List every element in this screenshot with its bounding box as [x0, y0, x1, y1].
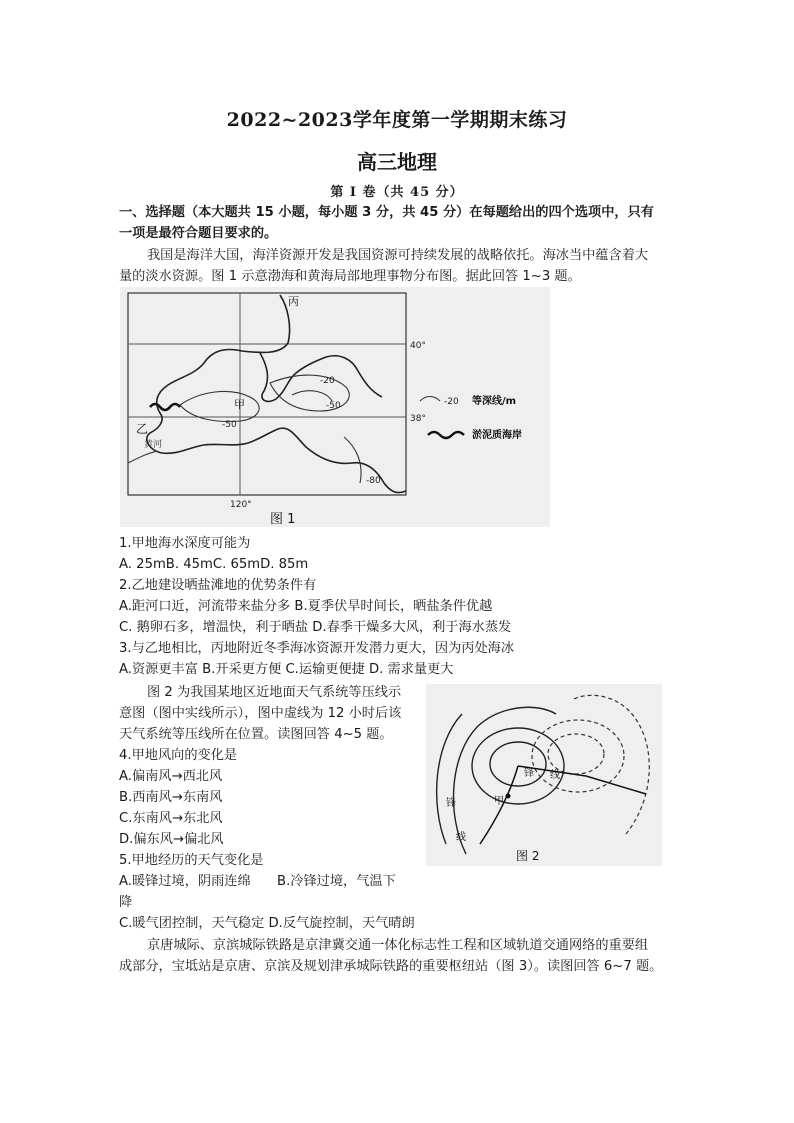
question-1-options: A. 25mB. 45mC. 65mD. 85m	[119, 557, 309, 572]
figure1-map	[120, 287, 550, 527]
label-bing: 丙	[288, 295, 299, 308]
isobath-80	[344, 437, 361, 483]
passage2-line3: 天气系统等压线所在位置。读图回答 4~5 题。	[119, 727, 393, 742]
section-instruction-line2: 一项是最符合题目要求的。	[119, 226, 278, 241]
point-jia-marker	[506, 794, 511, 799]
question-3-options: A.资源更丰富 B.开采更方便 C.运输更便捷 D. 需求量更大	[119, 662, 454, 677]
question-4: 4.甲地风向的变化是	[119, 748, 238, 763]
figure1-svg	[120, 287, 550, 527]
label-depth-50a: -50	[222, 420, 237, 430]
figure2-caption: 图 2	[516, 849, 540, 863]
legend-coast-label: 淤泥质海岸	[472, 430, 522, 441]
legend-isobath-symbol	[420, 397, 440, 402]
passage1-line2: 量的淡水资源。图 1 示意渤海和黄海局部地理事物分布图。据此回答 1~3 题。	[119, 269, 581, 284]
figure1-caption: 图 1	[270, 512, 296, 527]
figure2-svg	[426, 684, 662, 866]
question-3: 3.与乙地相比，丙地附近冬季海冰资源开发潜力更大，因为丙处海冰	[119, 641, 515, 656]
question-2-options-ab: A.距河口近，河流带来盐分多 B.夏季伏旱时间长，晒盐条件优越	[119, 599, 493, 614]
legend-coast-symbol	[428, 432, 464, 438]
passage2-line1: 图 2 为我国某地区近地面天气系统等压线示	[147, 685, 402, 700]
isobar-dashed-3	[572, 695, 649, 834]
figure2-weather-chart	[426, 684, 662, 866]
legend-isobath-label: 等深线/m	[472, 396, 517, 407]
question-4-option-d: D.偏东风→偏北风	[119, 832, 224, 847]
isobath-50	[292, 391, 332, 401]
question-4-option-b: B.西南风→东南风	[119, 790, 223, 805]
label-depth-20: -20	[320, 376, 335, 386]
question-5-options-cd: C.暖气团控制，天气稳定 D.反气旋控制，天气晴朗	[119, 916, 415, 931]
label-front-2: 锋	[446, 798, 456, 809]
river-line	[128, 451, 158, 463]
subject-title: 高三地理	[357, 150, 437, 174]
mud-coast-segment	[150, 404, 180, 410]
question-4-option-a: A.偏南风→西北风	[119, 769, 223, 784]
isobar-dashed-1	[548, 734, 604, 774]
label-lon-120: 120°	[230, 500, 252, 510]
legend-isobath-value: -20	[444, 397, 459, 407]
isobar-solid-1	[490, 742, 546, 786]
label-river: 黄河	[144, 440, 163, 450]
exam-title: 2022~2023学年度第一学期期末练习	[226, 109, 568, 131]
passage3-line2: 成部分，宝坻站是京唐、京滨及规划津承城际铁路的重要枢纽站（图 3）。读图回答 6~7 题。	[119, 959, 663, 974]
passage2-line2: 意图（图中实线所示），图中虚线为 12 小时后该	[119, 706, 402, 721]
label-depth-80: -80	[366, 476, 381, 486]
label-line-2: 线	[456, 832, 466, 843]
question-1: 1.甲地海水深度可能为	[119, 536, 251, 551]
question-5-options-ab-wrap: 降	[119, 895, 133, 910]
label-line-1: 线	[550, 770, 560, 781]
part-heading: 第 Ⅰ 卷（共 45 分）	[330, 185, 464, 200]
question-4-option-c: C.东南风→东北风	[119, 811, 223, 826]
label-front-1: 锋	[524, 768, 534, 779]
question-5-options-ab: A.暖锋过境，阴雨连绵 B.冷锋过境，气温下	[119, 874, 396, 889]
isobar-dashed-2	[532, 720, 624, 792]
isobar-solid-4	[437, 714, 462, 844]
label-jia: 甲	[234, 398, 245, 411]
label-jia: 甲	[494, 796, 504, 807]
section-instruction-line1: 一、选择题（本大题共 15 小题，每小题 3 分，共 45 分）在每题给出的四个选项中，只有	[119, 205, 654, 220]
question-2: 2.乙地建设晒盐滩地的优势条件有	[119, 578, 317, 593]
label-depth-50b: -50	[326, 401, 341, 411]
label-yi: 乙	[136, 422, 149, 436]
passage3-line1: 京唐城际、京滨城际铁路是京津冀交通一体化标志性工程和区域轨道交通网络的重要组	[147, 938, 649, 953]
question-2-options-cd: C. 鹅卵石多，增温快，利于晒盐 D.春季干燥多大风，利于海水蒸发	[119, 620, 512, 635]
question-5: 5.甲地经历的天气变化是	[119, 853, 264, 868]
label-lat-38: 38°	[410, 414, 426, 424]
label-lat-40: 40°	[410, 341, 426, 351]
passage1-line1: 我国是海洋大国，海洋资源开发是我国资源可持续发展的战略依托。海冰当中蕴含着大	[147, 248, 649, 263]
